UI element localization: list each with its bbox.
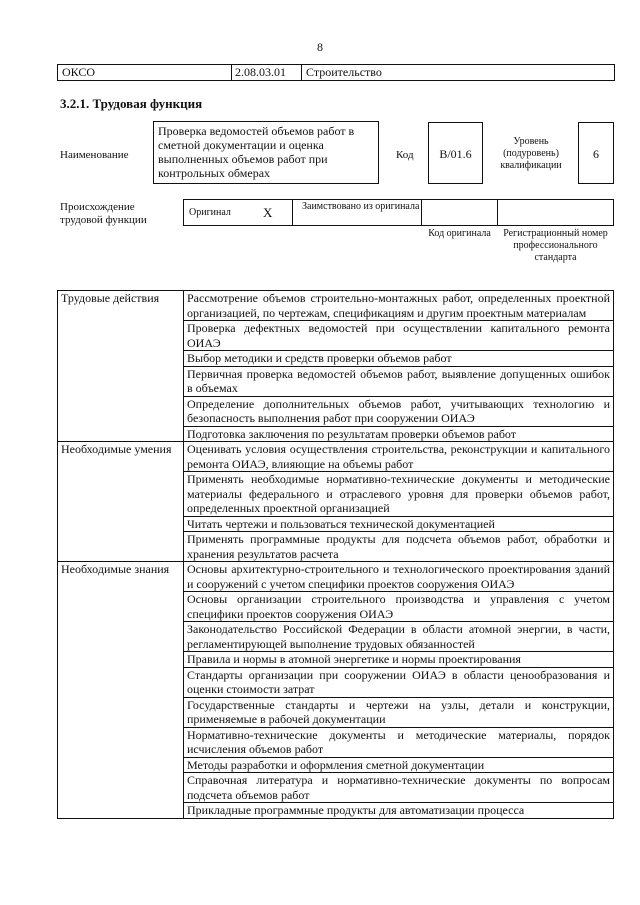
table-cell: Определение дополнительных объемов работ, учитывающих технологию и безопасность выполнения работ при сооружении ОИАЭ [184, 396, 614, 426]
okso-divider [301, 65, 302, 80]
okso-name: Строительство [306, 65, 382, 79]
original-mark: X [263, 205, 273, 220]
table-cell: Подготовка заключения по результатам проверки объемов работ [184, 426, 614, 442]
table-cell: Оценивать условия осуществления строительства, реконструкции и капитального ремонта ОИАЭ, влияющие на объемы работ [184, 442, 614, 472]
category-cell: Трудовые действия [58, 291, 184, 442]
table-cell: Нормативно-технические документы и методические материалы, порядок исчисления объемов работ [184, 727, 614, 757]
page-number: 8 [317, 40, 323, 54]
level-label: Уровень (подуровень) квалификации [500, 136, 562, 171]
table-cell: Стандарты организации при сооружении ОИАЭ в области ценообразования и оценки стоимости затрат [184, 667, 614, 697]
table-cell: Рассмотрение объемов строительно-монтажных работ, определенных проектной организацией, по чертежам, спецификациям и другим проектным материалам [184, 291, 614, 321]
code-label: Код [396, 149, 414, 161]
function-code: B/01.6 [428, 122, 483, 184]
code-original-cell [421, 199, 498, 226]
table-cell: Основы организации строительного производства и управления с учетом специфики проектов сооружения ОИАЭ [184, 592, 614, 622]
function-table [57, 290, 614, 819]
okso-label: ОКСО [62, 65, 96, 79]
table-cell: Применять программные продукты для подсчета объемов работ, обработки и хранения результатов расчета [184, 532, 614, 562]
category-cell: Необходимые знания [58, 562, 184, 819]
table-cell: Справочная литература и нормативно-технические документы по вопросам подсчета объемов работ [184, 773, 614, 803]
table-cell: Проверка дефектных ведомостей при осуществлении капитального ремонта ОИАЭ [184, 321, 614, 351]
section-heading: 3.2.1. Трудовая функция [60, 96, 203, 111]
table-cell: Применять необходимые нормативно-технические документы и методические материалы федерального и отраслевого уровня для проверки объемов работ, определенных проектной организацией [184, 472, 614, 517]
category-cell: Необходимые умения [58, 442, 184, 562]
original-cell [183, 199, 293, 226]
table-cell: Правила и нормы в атомной энергетике и нормы проектирования [184, 652, 614, 668]
table-cell: Основы архитектурно-строительного и технологического проектирования зданий и сооружений с учетом специфики проектов сооружения ОИАЭ [184, 562, 614, 592]
table-row [58, 442, 614, 472]
borrowed-cell: Заимствовано из оригинала [292, 199, 422, 226]
table-cell: Прикладные программные продукты для автоматизации процесса [184, 803, 614, 819]
function-name: Проверка ведомостей объемов работ в сметной документации и оценка выполненных объемов работ при контрольных обмерах [153, 121, 379, 184]
code-original-label: Код оригинала [428, 228, 491, 239]
table-cell: Первичная проверка ведомостей объемов работ, выявление допущенных ошибок в объемах [184, 366, 614, 396]
original-label: Оригинал [189, 207, 231, 218]
reg-number-label: Регистрационный номер профессионального стандарта [503, 228, 608, 263]
table-cell: Законодательство Российской Федерации в области атомной энергии, в части, регламентирующей выполнение трудовых обязанностей [184, 622, 614, 652]
table-row [58, 562, 614, 592]
reg-number-cell [497, 199, 614, 226]
table-cell: Государственные стандарты и чертежи на узлы, детали и конструкции, применяемые в рабочей документации [184, 697, 614, 727]
origin-label: Происхождение трудовой функции [60, 201, 147, 226]
okso-code: 2.08.03.01 [235, 65, 286, 79]
table-cell: Методы разработки и оформления сметной документации [184, 757, 614, 773]
okso-row [57, 64, 615, 81]
okso-divider [231, 65, 232, 80]
table-cell: Выбор методики и средств проверки объемов работ [184, 351, 614, 367]
name-label: Наименование [60, 149, 129, 161]
table-row [58, 291, 614, 321]
table-cell: Читать чертежи и пользоваться технической документацией [184, 516, 614, 532]
level-value: 6 [578, 122, 614, 184]
